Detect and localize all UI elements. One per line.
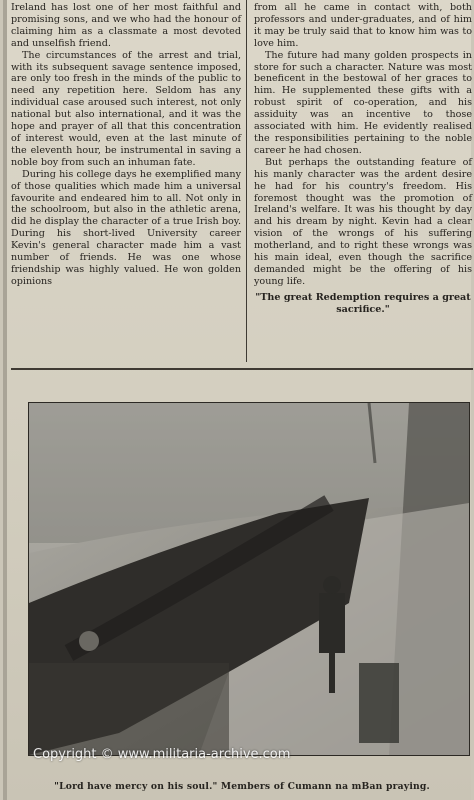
article-left-column [11,2,241,288]
newspaper-clipping [3,0,471,800]
news-photograph [28,402,470,756]
column-divider [246,0,247,362]
paragraph: The future had many golden prospects in store for such a character. Nature was most beneficent in the bestowal of her graces to him. He supplemented these gifts with a robust spirit of co-operation, and his assiduity was an incentive to those associated with him. He evidently realised the responsibilities pertaining to the noble career he had chosen. [254,49,472,156]
clipping-edge-left [3,0,7,800]
paragraph: from all he came in contact with, both professors and under-graduates, and of him it may be truly said that to know him was to love him. [254,2,472,49]
paragraph: Ireland has lost one of her most faithful and promising sons, and we who had the honour of claiming him as a classmate a most devoted and unselfish friend. [11,2,241,49]
photo-scene [29,403,469,755]
article-right-column [254,2,472,316]
paragraph: During his college days he exemplified many of those qualities which made him a universal favourite and endeared him to all. Not only in the schoolroom, but also in the athletic arena, did he display the character of a true Irish boy. During his short-lived University career Kevin's general character made him a vast number of friends. He was one whose friendship was highly valued. He won golden opinions [11,168,241,287]
copyright-watermark: Copyright © www.militaria-archive.com [33,747,291,762]
section-rule [11,368,473,370]
paragraph: But perhaps the outstanding feature of his manly character was the ardent desire he had for his country's freedom. His foremost thought was the promotion of Ireland's welfare. It was his thought by day and his dream by night. Kevin had a clear vision of the wrongs of his suffering motherland, and to right these wrongs was his main ideal, even though the sacrifice demanded might be the offering of his young life. [254,156,472,287]
paragraph: The circumstances of the arrest and trial, with its subsequent savage sentence imposed, are only too fresh in the minds of the public to need any repetition here. Seldom has any individual case aroused such interest, not only national but also international, and it was the hope and prayer of all that this concentration of interest would, even at the last minute of the eleventh hour, be instrumental in saving a noble boy from such an inhuman fate. [11,49,241,168]
pull-quote: "The great Redemption requires a great sacrifice." [255,291,471,315]
photo-caption: "Lord have mercy on his soul." Members of Cumann na mBan praying. [54,781,430,792]
